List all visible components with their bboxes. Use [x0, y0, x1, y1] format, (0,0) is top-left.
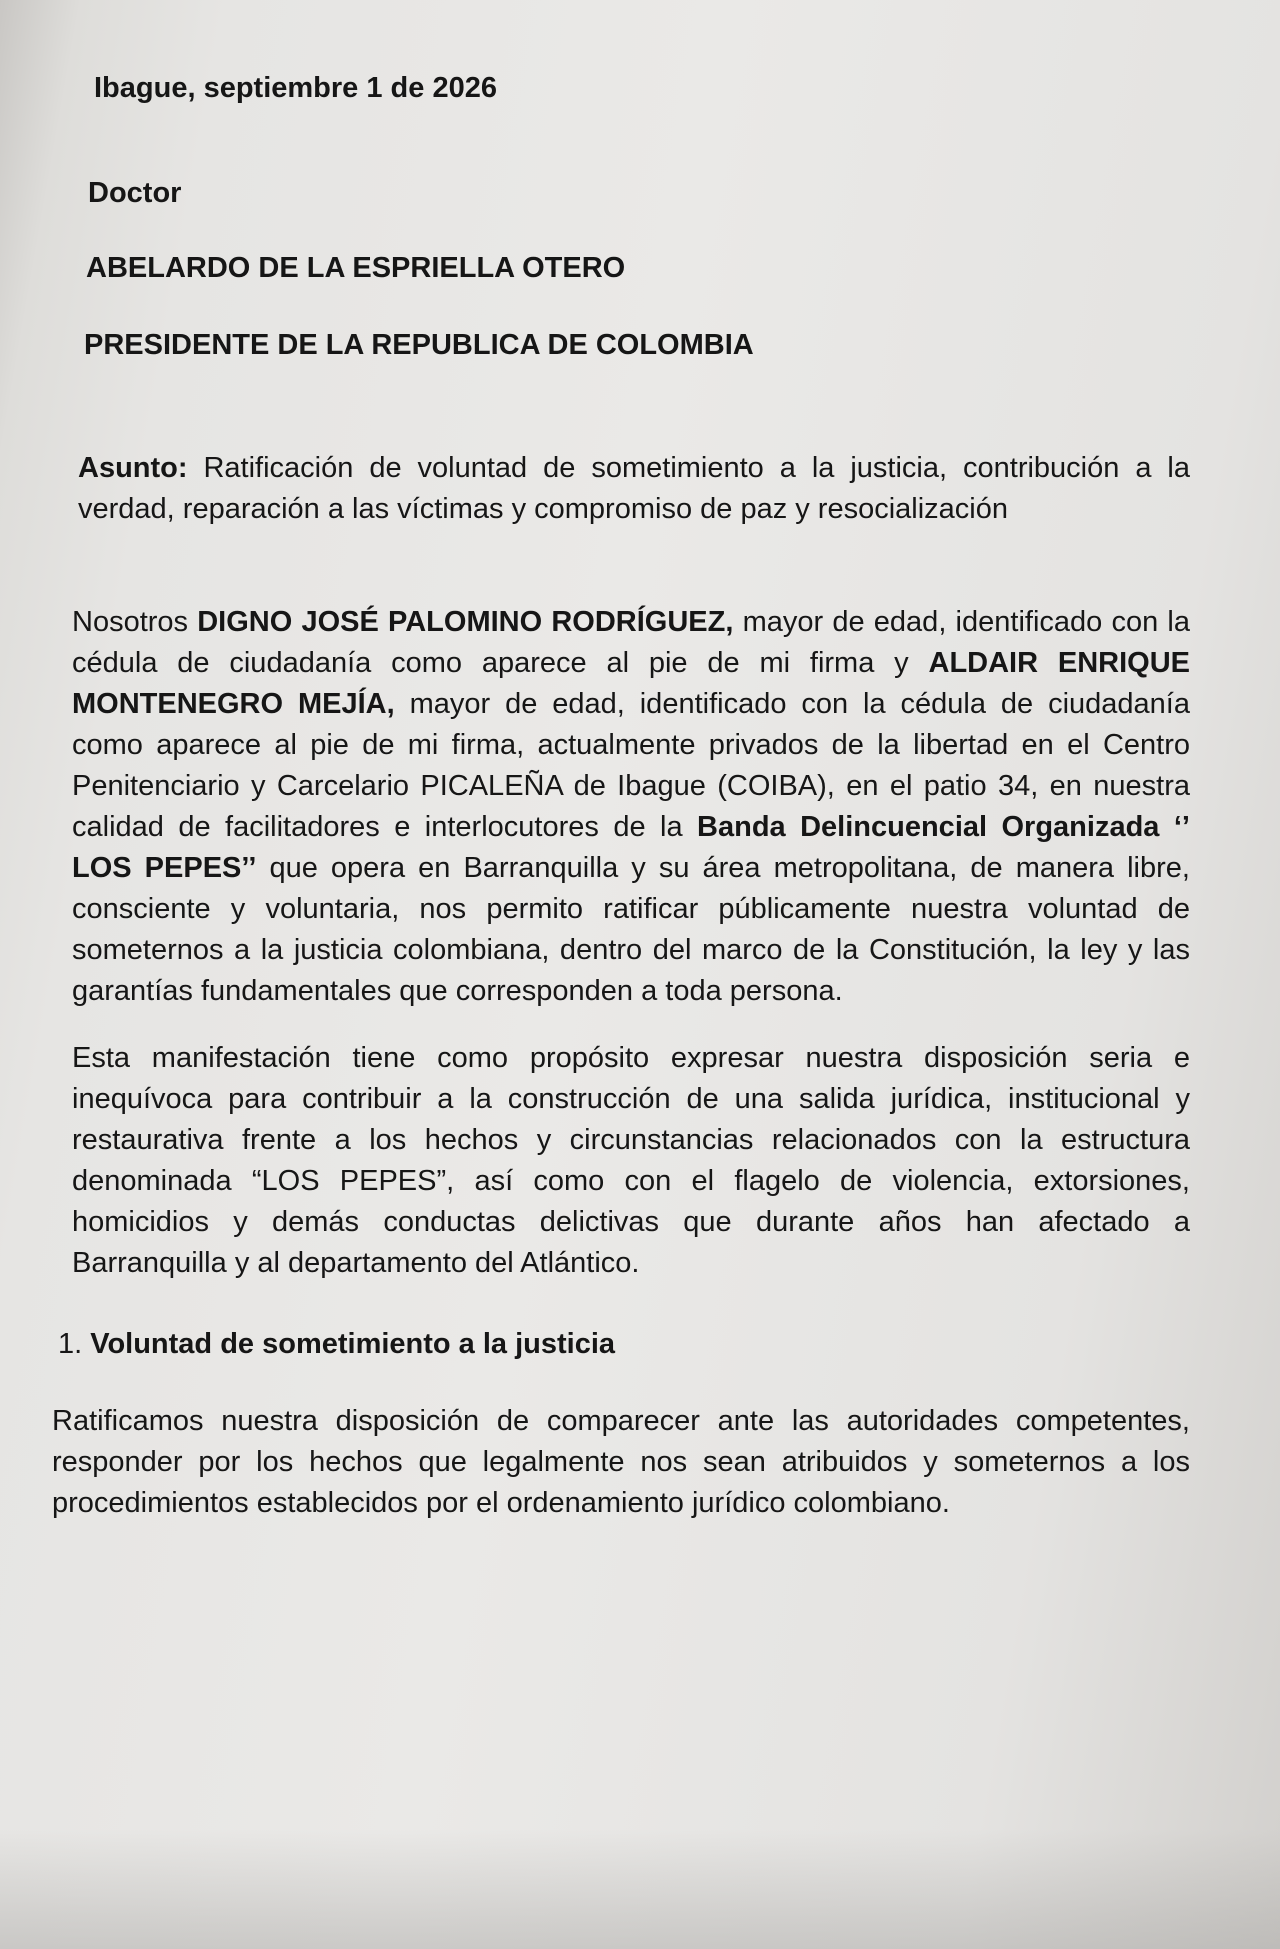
- signatory-name-1: DIGNO JOSÉ PALOMINO RODRÍGUEZ,: [197, 606, 734, 638]
- subject-label: Asunto:: [78, 452, 188, 484]
- paragraph-declaration: [72, 602, 1190, 1012]
- organization-name: Banda Delincuencial Organizada ‘’ LOS PEPES’’: [72, 811, 1190, 884]
- signatory-name-2: ALDAIR ENRIQUE MONTENEGRO MEJÍA,: [72, 647, 1190, 720]
- subject-line: [78, 448, 1190, 530]
- letter-body: [52, 68, 1190, 1524]
- paragraph-text: que opera en Barranquilla y su área metropolitana, de manera libre, consciente y voluntaria, nos permito ratificar públicamente nuestra voluntad de someternos a la justicia colombiana, dentro del marco de la Constitución, la ley y las garantías fundamentales que corresponden a toda persona.: [72, 852, 1190, 1007]
- subject-text: Ratificación de voluntad de sometimiento a la justicia, contribución a la verdad, reparación a las víctimas y compromiso de paz y resocialización: [78, 452, 1190, 525]
- paragraph-purpose: Esta manifestación tiene como propósito expresar nuestra disposición seria e inequívoca para contribuir a la construcción de una salida jurídica, institucional y restaurativa frente a los hechos y circunstancias relacionados con la estructura denominada “LOS PEPES”, así como con el flagelo de violencia, extorsiones, homicidios y demás conductas delictivas que durante años han afectado a Barranquilla y al departamento del Atlántico.: [72, 1042, 1190, 1279]
- section-heading: [58, 1324, 1190, 1365]
- section-number: 1.: [58, 1328, 83, 1360]
- recipient-name: ABELARDO DE LA ESPRIELLA OTERO: [86, 252, 626, 284]
- salutation: Doctor: [88, 177, 182, 209]
- paragraph-text: Nosotros: [72, 606, 198, 638]
- paragraph-text: mayor de edad, identificado con la cédula de ciudadanía como aparece al pie de mi firma y: [72, 606, 1190, 679]
- section-paragraph: Ratificamos nuestra disposición de comparecer ante las autoridades competentes, responder por los hechos que legalmente nos sean atribuidos y someternos a los procedimientos establecidos por el ordenamiento jurídico colombiano.: [52, 1405, 1190, 1519]
- paragraph-text: mayor de edad, identificado con la cédula de ciudadanía como aparece al pie de mi firma, actualmente privados de la libertad en el Centro Penitenciario y Carcelario PICALEÑA de Ibague (COIBA), en el patio 34, en nuestra calidad de facilitadores e interlocutores de la: [72, 688, 1190, 843]
- letter-date: Ibague, septiembre 1 de 2026: [94, 72, 497, 104]
- recipient-title: PRESIDENTE DE LA REPUBLICA DE COLOMBIA: [84, 329, 754, 361]
- page-shadow: [0, 1829, 1280, 1949]
- section-title: Voluntad de sometimiento a la justicia: [90, 1328, 616, 1360]
